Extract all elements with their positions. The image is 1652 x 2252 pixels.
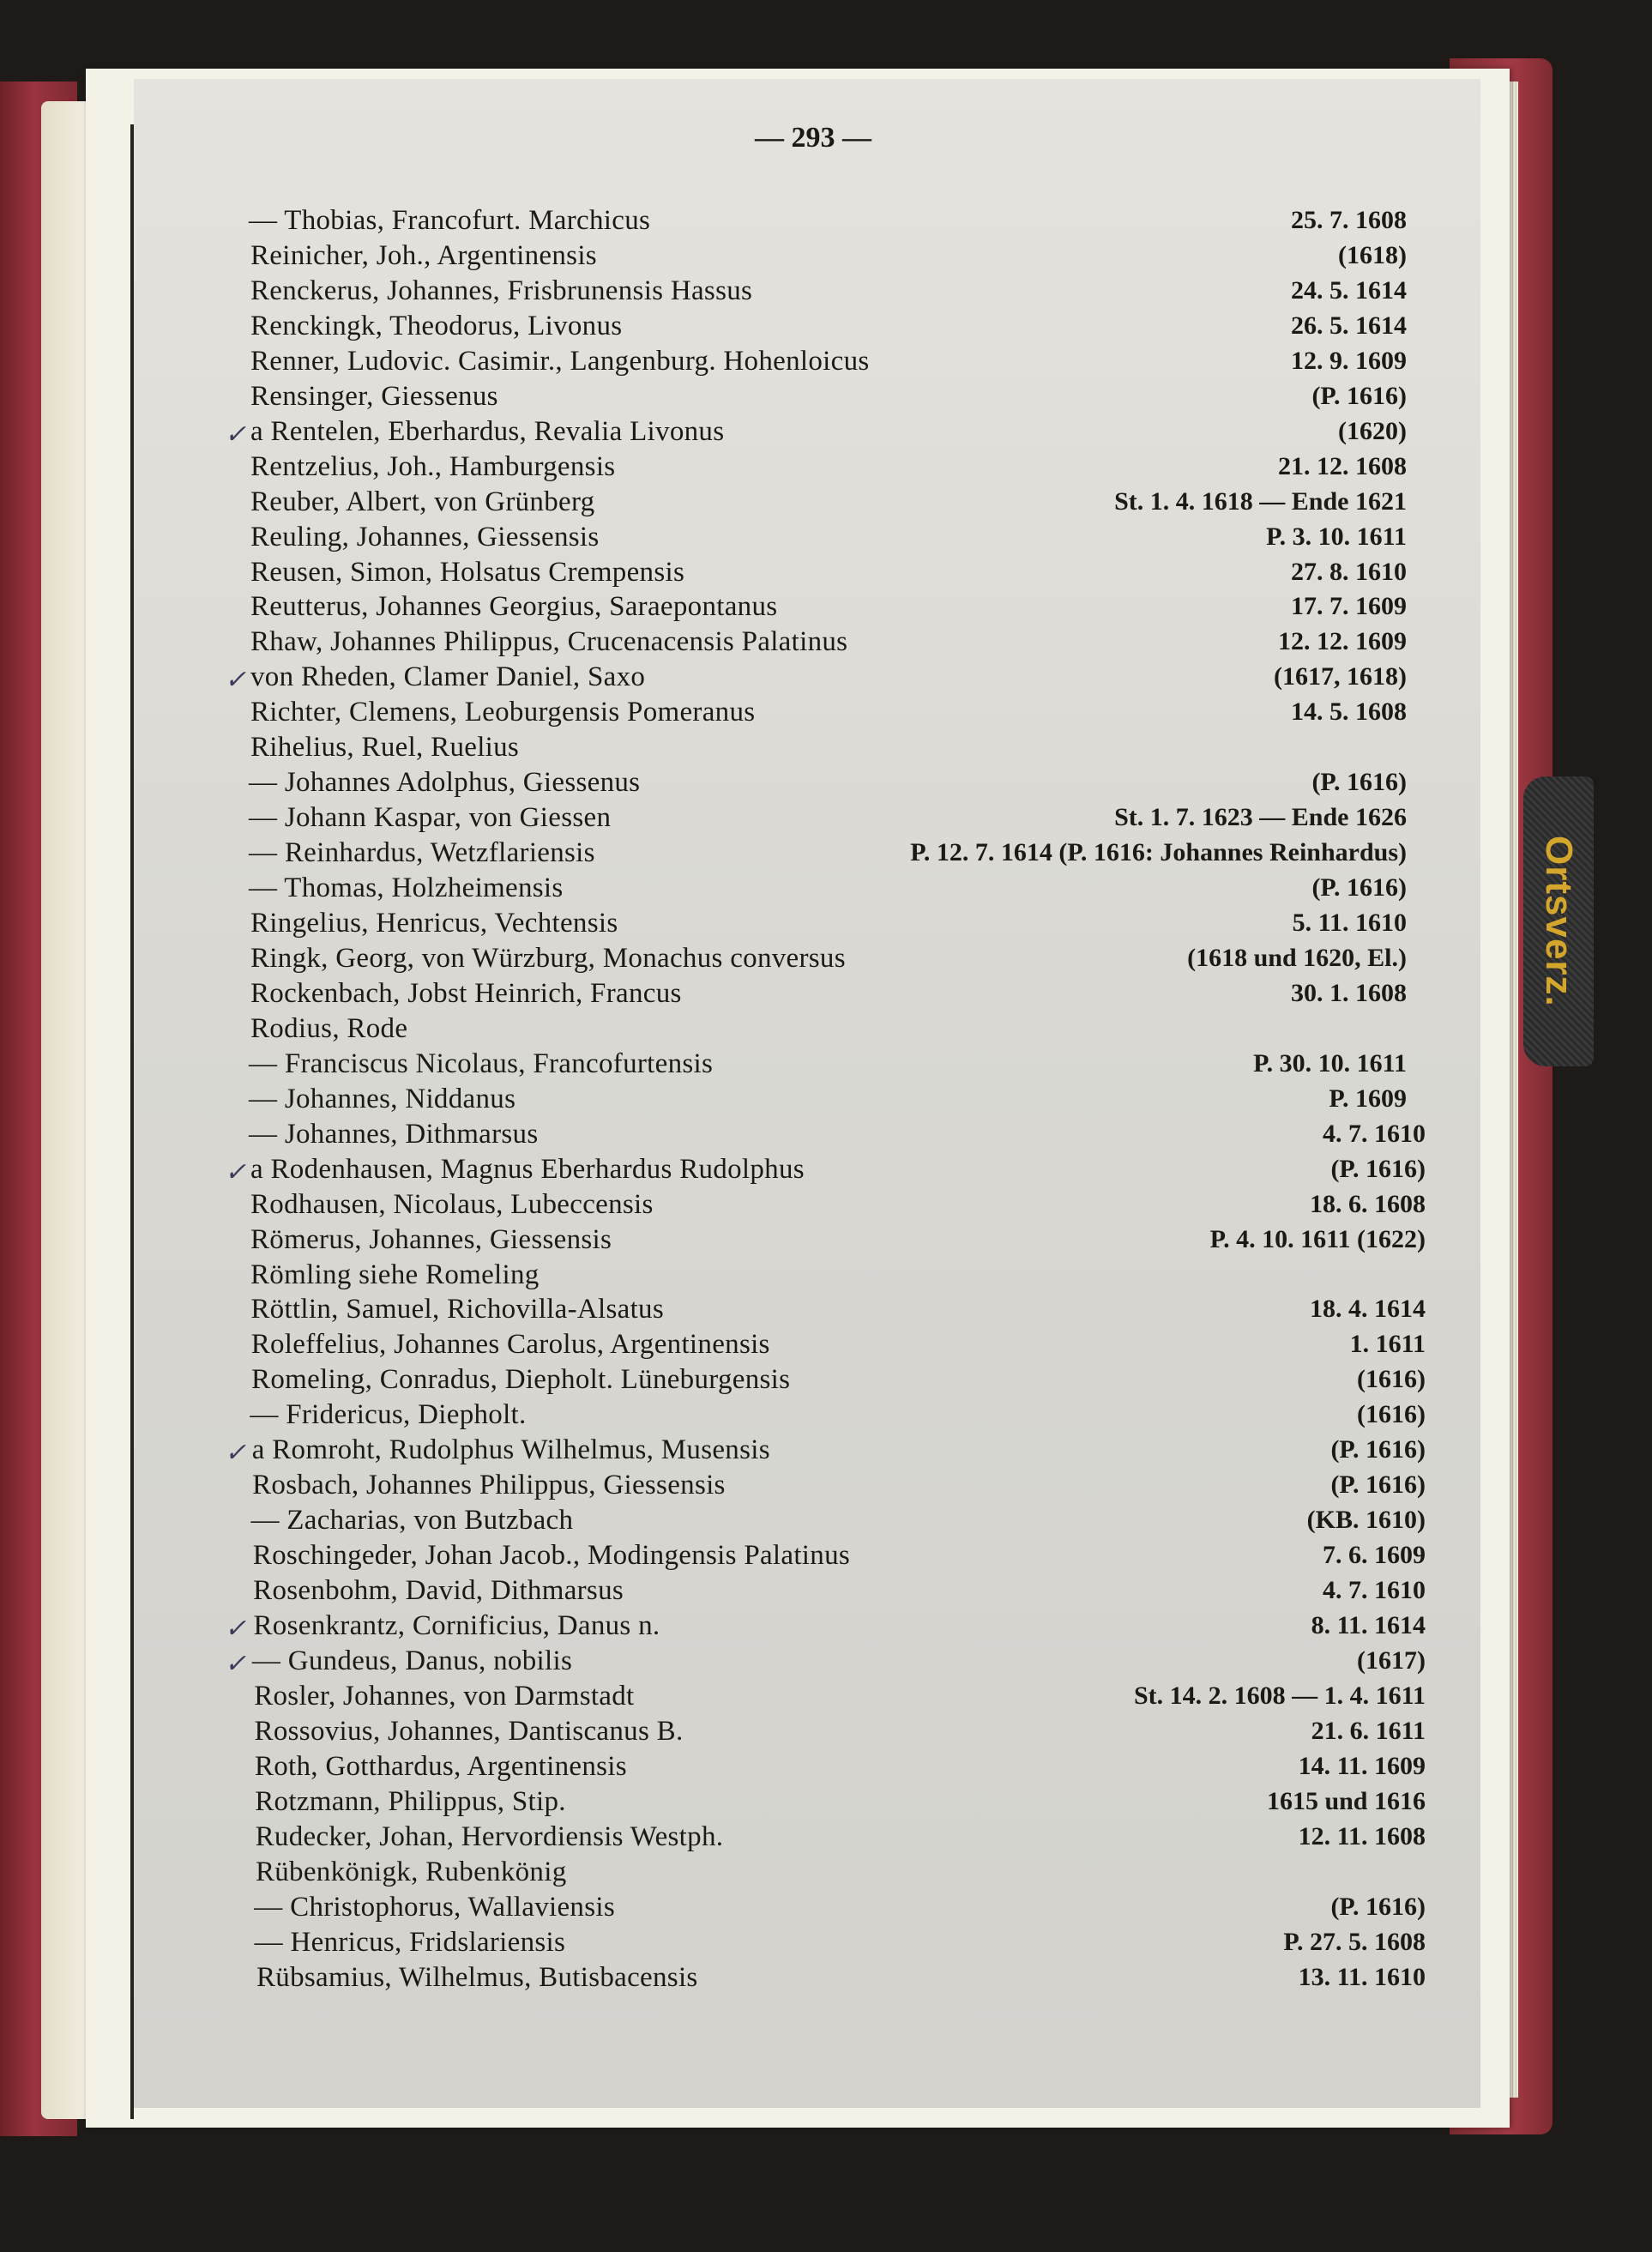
entry-name: — Thobias, Francofurt. Marchicus	[249, 205, 651, 236]
entry-date: 1. 1611	[1349, 1330, 1426, 1359]
entry-date: 5. 11. 1610	[1292, 909, 1407, 937]
entry-name: von Rheden, Clamer Daniel, Saxo	[250, 661, 646, 693]
entry-date: P. 12. 7. 1614 (P. 1616: Johannes Reinhardus)	[910, 838, 1407, 867]
entry-name: — Fridericus, Diepholt.	[250, 1399, 527, 1431]
entry-name: Rentzelius, Joh., Hamburgensis	[250, 450, 616, 482]
entry-date: (P. 1616)	[1330, 1892, 1426, 1921]
register-entry	[0, 450, 1652, 487]
entry-name: Richter, Clemens, Leoburgensis Pomeranus	[250, 697, 756, 728]
entry-date: (P. 1616)	[1330, 1154, 1426, 1183]
entry-name: Röttlin, Samuel, Richovilla-Alsatus	[250, 1294, 664, 1325]
entry-name: Rübsamius, Wilhelmus, Butisbacensis	[256, 1961, 698, 1993]
entry-date: St. 1. 4. 1618 — Ende 1621	[1114, 486, 1407, 516]
entry-name: — Reinhardus, Wetzflariensis	[249, 837, 595, 869]
entry-date: St. 14. 2. 1608 — 1. 4. 1611	[1133, 1681, 1426, 1710]
register-entry	[0, 730, 1652, 768]
register-entry	[0, 555, 1652, 593]
entry-date: 25. 7. 1608	[1291, 206, 1407, 234]
entry-name: Rübenkönigk, Rubenkönig	[255, 1856, 567, 1887]
register-entry	[0, 589, 1652, 627]
entry-name: — Johannes Adolphus, Giessenus	[249, 767, 641, 799]
register-entry	[0, 695, 1652, 733]
register-entry	[0, 1855, 1652, 1893]
entry-name: — Gundeus, Danus, nobilis	[251, 1645, 573, 1676]
entry-name: Reinicher, Joh., Argentinensis	[250, 239, 597, 271]
register-entry	[0, 1292, 1652, 1330]
register-entry	[0, 625, 1652, 662]
entry-date: (1616)	[1357, 1400, 1426, 1429]
register-entry	[0, 1362, 1652, 1400]
entry-name: Rosler, Johannes, von Darmstadt	[254, 1680, 635, 1712]
entry-date: St. 1. 7. 1623 — Ende 1626	[1114, 803, 1407, 832]
margin-check-mark: ✓	[225, 1615, 247, 1643]
entry-date: (1618 und 1620, El.)	[1187, 943, 1407, 972]
margin-check-mark: ✓	[225, 1439, 247, 1468]
register-entry	[0, 414, 1652, 452]
entry-name: — Christophorus, Wallaviensis	[254, 1891, 615, 1923]
register-entry	[0, 1011, 1652, 1049]
register-entry	[0, 800, 1652, 838]
margin-check-mark: ✓	[225, 1157, 247, 1186]
entry-name: — Johann Kaspar, von Giessen	[249, 802, 612, 834]
entry-name: Rosbach, Johannes Philippus, Giessensis	[252, 1470, 726, 1501]
entry-name: Rockenbach, Jobst Heinrich, Francus	[250, 977, 682, 1009]
entry-name: Renckerus, Johannes, Frisbrunensis Hassus	[250, 275, 753, 306]
entry-name: Rosenbohm, David, Dithmarsus	[253, 1575, 624, 1607]
register-entry	[0, 1749, 1652, 1787]
entry-name: — Franciscus Nicolaus, Francofurtensis	[249, 1048, 714, 1079]
register-entry	[0, 1820, 1652, 1857]
register-entry	[0, 309, 1652, 347]
entry-date: 21. 6. 1611	[1311, 1716, 1426, 1745]
entry-date: 21. 12. 1608	[1278, 451, 1407, 480]
entry-date: P. 1609	[1329, 1084, 1407, 1113]
register-entry	[0, 1223, 1652, 1260]
entry-name: a Rentelen, Eberhardus, Revalia Livonus	[250, 415, 725, 447]
entry-date: (1617)	[1357, 1645, 1426, 1675]
entry-date: (1620)	[1338, 416, 1407, 445]
entry-date: 12. 9. 1609	[1291, 346, 1407, 375]
entry-date: (1616)	[1357, 1365, 1426, 1394]
entry-date: 18. 6. 1608	[1310, 1189, 1426, 1218]
entry-date: 18. 4. 1614	[1310, 1295, 1426, 1324]
margin-check-mark: ✓	[225, 666, 247, 695]
register-entry	[0, 1258, 1652, 1295]
register-entry	[0, 1925, 1652, 1963]
register-entry	[0, 1468, 1652, 1506]
register-entry	[0, 379, 1652, 417]
entry-name: — Thomas, Holzheimensis	[249, 872, 564, 904]
register-entry	[0, 1047, 1652, 1084]
register-entry	[0, 485, 1652, 522]
margin-check-mark: ✓	[225, 420, 247, 449]
entry-date: 14. 5. 1608	[1291, 697, 1407, 727]
register-entry	[0, 1784, 1652, 1822]
page-number: — 293 —	[755, 122, 871, 154]
register-entry	[0, 203, 1652, 241]
entry-name: Rihelius, Ruel, Ruelius	[250, 732, 520, 764]
entry-date: P. 3. 10. 1611	[1266, 522, 1407, 551]
entry-date: (P. 1616)	[1311, 768, 1407, 797]
entry-date: (1618)	[1338, 240, 1407, 269]
entry-date: (P. 1616)	[1311, 381, 1407, 410]
entry-date: (1617, 1618)	[1274, 662, 1407, 691]
entry-name: Rhaw, Johannes Philippus, Crucenacensis Palatinus	[250, 626, 848, 658]
entry-name: Römerus, Johannes, Giessensis	[250, 1223, 612, 1255]
entry-name: Renckingk, Theodorus, Livonus	[250, 310, 623, 341]
register-entry	[0, 1679, 1652, 1717]
entry-name: Rodhausen, Nicolaus, Lubeccensis	[250, 1188, 654, 1220]
entry-date: 8. 11. 1614	[1311, 1611, 1426, 1639]
entry-date: 26. 5. 1614	[1291, 311, 1407, 340]
entry-name: Roleffelius, Johannes Carolus, Argentinensis	[250, 1329, 770, 1361]
entry-name: Roschingeder, Johan Jacob., Modingensis Palatinus	[252, 1540, 851, 1572]
entry-name: Rossovius, Johannes, Dantiscanus B.	[254, 1715, 684, 1747]
register-entry	[0, 344, 1652, 382]
entry-date: 13. 11. 1610	[1298, 1962, 1426, 1991]
entry-date: P. 4. 10. 1611 (1622)	[1209, 1224, 1426, 1253]
register-entry	[0, 1538, 1652, 1576]
register-entry	[0, 941, 1652, 979]
entry-name: — Johannes, Niddanus	[249, 1083, 516, 1114]
register-entry	[0, 1117, 1652, 1155]
register-entry	[0, 1714, 1652, 1752]
register-entry	[0, 765, 1652, 803]
entry-name: Roth, Gotthardus, Argentinensis	[254, 1750, 627, 1782]
register-entry	[0, 871, 1652, 909]
entry-date: 4. 7. 1610	[1323, 1119, 1426, 1148]
entry-name: — Henricus, Fridslariensis	[254, 1926, 566, 1958]
register-entry	[0, 660, 1652, 697]
entry-date: 14. 11. 1609	[1298, 1751, 1426, 1780]
entry-date: 24. 5. 1614	[1291, 275, 1407, 305]
register-entry	[0, 1644, 1652, 1681]
register-entry	[0, 836, 1652, 873]
margin-check-mark: ✓	[225, 1649, 247, 1678]
register-entry	[0, 1433, 1652, 1470]
entry-name: Reuling, Johannes, Giessensis	[250, 521, 600, 552]
entry-date: 4. 7. 1610	[1323, 1576, 1426, 1605]
entry-name: Reutterus, Johannes Georgius, Saraepontanus	[250, 591, 778, 623]
entry-date: 12. 11. 1608	[1298, 1821, 1426, 1851]
entry-date: 27. 8. 1610	[1291, 557, 1407, 586]
index-tab-label: Ortsverz.	[1538, 836, 1580, 1007]
register-entry	[0, 1573, 1652, 1611]
entry-name: — Zacharias, von Butzbach	[250, 1505, 574, 1537]
register-entry	[0, 1960, 1652, 1998]
register-entry	[0, 1082, 1652, 1120]
entry-name: a Romroht, Rudolphus Wilhelmus, Musensis	[251, 1434, 770, 1466]
register-entry	[0, 1187, 1652, 1225]
entry-date: (P. 1616)	[1311, 873, 1407, 903]
register-entry	[0, 976, 1652, 1014]
register-entry	[0, 1503, 1652, 1541]
register-entry	[0, 1609, 1652, 1646]
register-entry	[0, 906, 1652, 944]
entry-name: Ringk, Georg, von Würzburg, Monachus conversus	[250, 942, 846, 974]
entry-date: P. 30. 10. 1611	[1253, 1048, 1407, 1078]
register-entry	[0, 1327, 1652, 1365]
entry-date: 1615 und 1616	[1266, 1786, 1426, 1815]
entry-date: (P. 1616)	[1330, 1435, 1426, 1464]
entry-name: Romeling, Conradus, Diepholt. Lüneburgensis	[251, 1364, 791, 1396]
entry-date: 12. 12. 1609	[1278, 627, 1407, 656]
entry-date: (KB. 1610)	[1306, 1506, 1426, 1535]
entry-date: 17. 7. 1609	[1291, 592, 1407, 621]
entry-date: (P. 1616)	[1330, 1470, 1426, 1500]
entry-name: Rodius, Rode	[250, 1012, 408, 1044]
entry-name: Reuber, Albert, von Grünberg	[250, 486, 595, 517]
entry-name: Renner, Ludovic. Casimir., Langenburg. Hohenloicus	[250, 345, 870, 377]
entry-name: a Rodenhausen, Magnus Eberhardus Rudolphus	[250, 1153, 805, 1185]
entry-name: Ringelius, Henricus, Vechtensis	[250, 908, 618, 939]
entry-name: Rudecker, Johan, Hervordiensis Westph.	[255, 1820, 724, 1852]
entry-name: Rosenkrantz, Cornificius, Danus n.	[253, 1610, 660, 1641]
register-entry	[0, 1398, 1652, 1435]
entry-date: 7. 6. 1609	[1323, 1541, 1426, 1570]
entry-date: 30. 1. 1608	[1291, 978, 1407, 1007]
entry-name: — Johannes, Dithmarsus	[249, 1118, 539, 1150]
entry-name: Rotzmann, Philippus, Stip.	[255, 1785, 566, 1817]
register-entry	[0, 520, 1652, 558]
entry-date: P. 27. 5. 1608	[1283, 1927, 1426, 1956]
entry-name: Reusen, Simon, Holsatus Crempensis	[250, 556, 685, 588]
entry-name: Römling siehe Romeling	[250, 1259, 540, 1290]
register-entry	[0, 1890, 1652, 1928]
register-entry	[0, 274, 1652, 311]
entry-name: Rensinger, Giessenus	[250, 380, 498, 412]
register-entry	[0, 238, 1652, 276]
register-entry	[0, 1152, 1652, 1190]
